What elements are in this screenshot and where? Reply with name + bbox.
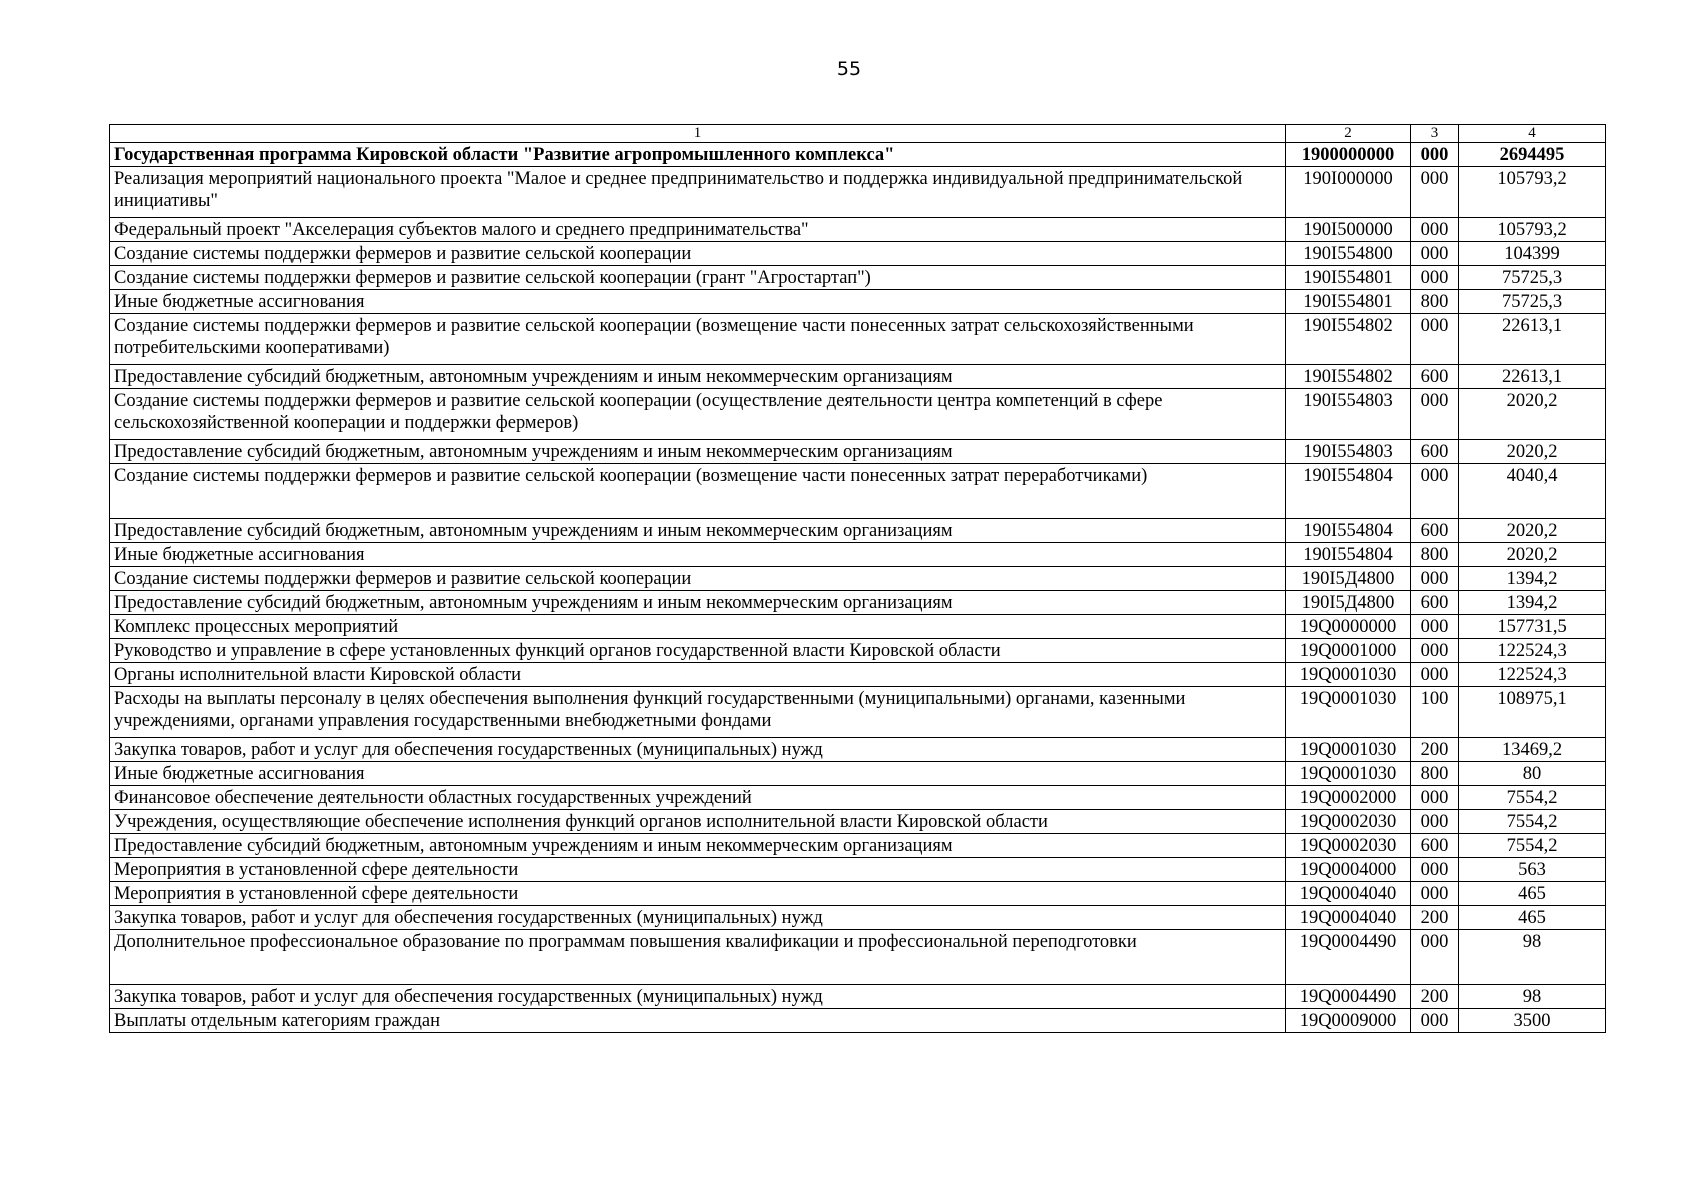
expense-name-cell: Мероприятия в установленной сфере деятельности: [110, 882, 1286, 906]
expense-name-cell: Иные бюджетные ассигнования: [110, 543, 1286, 567]
table-row: [110, 365, 1606, 389]
table-row: [110, 906, 1606, 930]
amount-cell: 1394,2: [1459, 591, 1606, 615]
target-code-cell: 190I554804: [1286, 464, 1411, 519]
expense-type-cell: 000: [1411, 242, 1459, 266]
target-code-cell: 19Q0001030: [1286, 762, 1411, 786]
expense-name-cell: Руководство и управление в сфере установленных функций органов государственной власти Кировской области: [110, 639, 1286, 663]
expense-type-cell: 000: [1411, 143, 1459, 167]
target-code-cell: 190I554801: [1286, 266, 1411, 290]
amount-cell: 80: [1459, 762, 1606, 786]
amount-cell: 105793,2: [1459, 167, 1606, 218]
target-code-cell: 190I554803: [1286, 440, 1411, 464]
expense-type-cell: 000: [1411, 389, 1459, 440]
expense-name-cell: Органы исполнительной власти Кировской области: [110, 663, 1286, 687]
target-code-cell: 190I554803: [1286, 389, 1411, 440]
expense-name-cell: Предоставление субсидий бюджетным, автономным учреждениям и иным некоммерческим организациям: [110, 519, 1286, 543]
expense-type-cell: 600: [1411, 591, 1459, 615]
expense-type-cell: 600: [1411, 834, 1459, 858]
column-number-3: 3: [1411, 125, 1459, 143]
expense-type-cell: 000: [1411, 639, 1459, 663]
expense-type-cell: 000: [1411, 266, 1459, 290]
table-body: [110, 125, 1606, 1033]
amount-cell: 563: [1459, 858, 1606, 882]
amount-cell: 22613,1: [1459, 365, 1606, 389]
table-row: [110, 543, 1606, 567]
expense-name-cell: Учреждения, осуществляющие обеспечение исполнения функций органов исполнительной власти Кировской области: [110, 810, 1286, 834]
amount-cell: 75725,3: [1459, 290, 1606, 314]
expense-type-cell: 000: [1411, 314, 1459, 365]
expense-type-cell: 800: [1411, 762, 1459, 786]
expense-name-cell: Создание системы поддержки фермеров и развитие сельской кооперации: [110, 242, 1286, 266]
expense-type-cell: 200: [1411, 985, 1459, 1009]
target-code-cell: 190I000000: [1286, 167, 1411, 218]
expense-type-cell: 000: [1411, 810, 1459, 834]
expense-type-cell: 000: [1411, 858, 1459, 882]
amount-cell: 7554,2: [1459, 810, 1606, 834]
expense-type-cell: 800: [1411, 543, 1459, 567]
column-number-1: 1: [110, 125, 1286, 143]
table-row: [110, 143, 1606, 167]
amount-cell: 122524,3: [1459, 639, 1606, 663]
expense-type-cell: 200: [1411, 738, 1459, 762]
table-row: [110, 930, 1606, 985]
expense-type-cell: 000: [1411, 567, 1459, 591]
target-code-cell: 19Q0001030: [1286, 663, 1411, 687]
table-row: [110, 218, 1606, 242]
table-row: [110, 639, 1606, 663]
table-row: [110, 464, 1606, 519]
expense-type-cell: 800: [1411, 290, 1459, 314]
amount-cell: 122524,3: [1459, 663, 1606, 687]
target-code-cell: 19Q0004000: [1286, 858, 1411, 882]
expense-type-cell: 000: [1411, 882, 1459, 906]
target-code-cell: 19Q0001030: [1286, 738, 1411, 762]
target-code-cell: 190I554804: [1286, 543, 1411, 567]
expense-name-cell: Предоставление субсидий бюджетным, автономным учреждениям и иным некоммерческим организациям: [110, 365, 1286, 389]
table-row: [110, 738, 1606, 762]
table-row: [110, 663, 1606, 687]
table-row: [110, 167, 1606, 218]
amount-cell: 465: [1459, 882, 1606, 906]
expense-type-cell: 000: [1411, 663, 1459, 687]
table-row: [110, 519, 1606, 543]
expense-name-cell: Иные бюджетные ассигнования: [110, 762, 1286, 786]
column-number-2: 2: [1286, 125, 1411, 143]
amount-cell: 2020,2: [1459, 440, 1606, 464]
table-row: [110, 1009, 1606, 1033]
target-code-cell: 190I554802: [1286, 314, 1411, 365]
amount-cell: 157731,5: [1459, 615, 1606, 639]
amount-cell: 75725,3: [1459, 266, 1606, 290]
table-row: [110, 834, 1606, 858]
target-code-cell: 19Q0002030: [1286, 810, 1411, 834]
amount-cell: 2020,2: [1459, 519, 1606, 543]
expense-name-cell: Закупка товаров, работ и услуг для обеспечения государственных (муниципальных) нужд: [110, 906, 1286, 930]
expense-name-cell: Федеральный проект "Акселерация субъектов малого и среднего предпринимательства": [110, 218, 1286, 242]
amount-cell: 3500: [1459, 1009, 1606, 1033]
target-code-cell: 19Q0001030: [1286, 687, 1411, 738]
expense-type-cell: 200: [1411, 906, 1459, 930]
expense-name-cell: Реализация мероприятий национального проекта "Малое и среднее предпринимательство и поддержка индивидуальной предпринимательской инициативы": [110, 167, 1286, 218]
expense-type-cell: 000: [1411, 615, 1459, 639]
column-number-4: 4: [1459, 125, 1606, 143]
amount-cell: 98: [1459, 930, 1606, 985]
target-code-cell: 190I500000: [1286, 218, 1411, 242]
expense-name-cell: Создание системы поддержки фермеров и развитие сельской кооперации (грант "Агростартап"): [110, 266, 1286, 290]
amount-cell: 98: [1459, 985, 1606, 1009]
expense-name-cell: Предоставление субсидий бюджетным, автономным учреждениям и иным некоммерческим организациям: [110, 591, 1286, 615]
table-row: [110, 882, 1606, 906]
target-code-cell: 1900000000: [1286, 143, 1411, 167]
table-row: [110, 440, 1606, 464]
expense-type-cell: 000: [1411, 167, 1459, 218]
expense-type-cell: 600: [1411, 365, 1459, 389]
expense-type-cell: 000: [1411, 930, 1459, 985]
table-row: [110, 985, 1606, 1009]
target-code-cell: 190I554804: [1286, 519, 1411, 543]
expense-type-cell: 100: [1411, 687, 1459, 738]
amount-cell: 22613,1: [1459, 314, 1606, 365]
target-code-cell: 19Q0004040: [1286, 882, 1411, 906]
expense-name-cell: Создание системы поддержки фермеров и развитие сельской кооперации: [110, 567, 1286, 591]
table-row: [110, 314, 1606, 365]
target-code-cell: 19Q0004040: [1286, 906, 1411, 930]
target-code-cell: 19Q0001000: [1286, 639, 1411, 663]
expense-name-cell: Создание системы поддержки фермеров и развитие сельской кооперации (осуществление деятельности центра компетенций в сфере сельскохозяйственной кооперации и поддержки фермеров): [110, 389, 1286, 440]
target-code-cell: 190I554800: [1286, 242, 1411, 266]
amount-cell: 465: [1459, 906, 1606, 930]
amount-cell: 2020,2: [1459, 543, 1606, 567]
expense-name-cell: Предоставление субсидий бюджетным, автономным учреждениям и иным некоммерческим организациям: [110, 834, 1286, 858]
target-code-cell: 190I5Д4800: [1286, 591, 1411, 615]
expense-name-cell: Комплекс процессных мероприятий: [110, 615, 1286, 639]
amount-cell: 105793,2: [1459, 218, 1606, 242]
table-row: [110, 858, 1606, 882]
target-code-cell: 190I554802: [1286, 365, 1411, 389]
amount-cell: 2020,2: [1459, 389, 1606, 440]
expense-type-cell: 000: [1411, 218, 1459, 242]
table-row: [110, 290, 1606, 314]
expense-name-cell: Иные бюджетные ассигнования: [110, 290, 1286, 314]
expense-name-cell: Финансовое обеспечение деятельности областных государственных учреждений: [110, 786, 1286, 810]
target-code-cell: 19Q0009000: [1286, 1009, 1411, 1033]
expense-name-cell: Государственная программа Кировской области "Развитие агропромышленного комплекса": [110, 143, 1286, 167]
table-row: [110, 591, 1606, 615]
target-code-cell: 19Q0004490: [1286, 985, 1411, 1009]
expense-name-cell: Дополнительное профессиональное образование по программам повышения квалификации и профессиональной переподготовки: [110, 930, 1286, 985]
target-code-cell: 19Q0000000: [1286, 615, 1411, 639]
expense-type-cell: 000: [1411, 464, 1459, 519]
table-row: [110, 762, 1606, 786]
expense-name-cell: Предоставление субсидий бюджетным, автономным учреждениям и иным некоммерческим организациям: [110, 440, 1286, 464]
amount-cell: 7554,2: [1459, 834, 1606, 858]
expense-name-cell: Мероприятия в установленной сфере деятельности: [110, 858, 1286, 882]
target-code-cell: 19Q0002030: [1286, 834, 1411, 858]
table-row: [110, 266, 1606, 290]
table-row: [110, 242, 1606, 266]
target-code-cell: 19Q0004490: [1286, 930, 1411, 985]
target-code-cell: 190I5Д4800: [1286, 567, 1411, 591]
table-row: [110, 389, 1606, 440]
expense-type-cell: 000: [1411, 786, 1459, 810]
target-code-cell: 19Q0002000: [1286, 786, 1411, 810]
amount-cell: 4040,4: [1459, 464, 1606, 519]
expense-name-cell: Создание системы поддержки фермеров и развитие сельской кооперации (возмещение части понесенных затрат сельскохозяйственными потребительскими кооперативами): [110, 314, 1286, 365]
expense-type-cell: 600: [1411, 519, 1459, 543]
expense-name-cell: Выплаты отдельным категориям граждан: [110, 1009, 1286, 1033]
table-row: [110, 687, 1606, 738]
amount-cell: 2694495: [1459, 143, 1606, 167]
table-row: [110, 567, 1606, 591]
table-row: [110, 810, 1606, 834]
expense-name-cell: Закупка товаров, работ и услуг для обеспечения государственных (муниципальных) нужд: [110, 985, 1286, 1009]
expense-name-cell: Расходы на выплаты персоналу в целях обеспечения выполнения функций государственными (муниципальными) органами, казенными учреждениями, органами управления государственными внебюджетными фондами: [110, 687, 1286, 738]
amount-cell: 7554,2: [1459, 786, 1606, 810]
budget-table: [109, 124, 1606, 1033]
amount-cell: 1394,2: [1459, 567, 1606, 591]
amount-cell: 108975,1: [1459, 687, 1606, 738]
expense-name-cell: Создание системы поддержки фермеров и развитие сельской кооперации (возмещение части понесенных затрат переработчиками): [110, 464, 1286, 519]
expense-type-cell: 000: [1411, 1009, 1459, 1033]
page-number: 55: [836, 58, 862, 80]
amount-cell: 13469,2: [1459, 738, 1606, 762]
expense-name-cell: Закупка товаров, работ и услуг для обеспечения государственных (муниципальных) нужд: [110, 738, 1286, 762]
amount-cell: 104399: [1459, 242, 1606, 266]
column-number-row: [110, 125, 1606, 143]
table-row: [110, 786, 1606, 810]
expense-type-cell: 600: [1411, 440, 1459, 464]
target-code-cell: 190I554801: [1286, 290, 1411, 314]
table-row: [110, 615, 1606, 639]
